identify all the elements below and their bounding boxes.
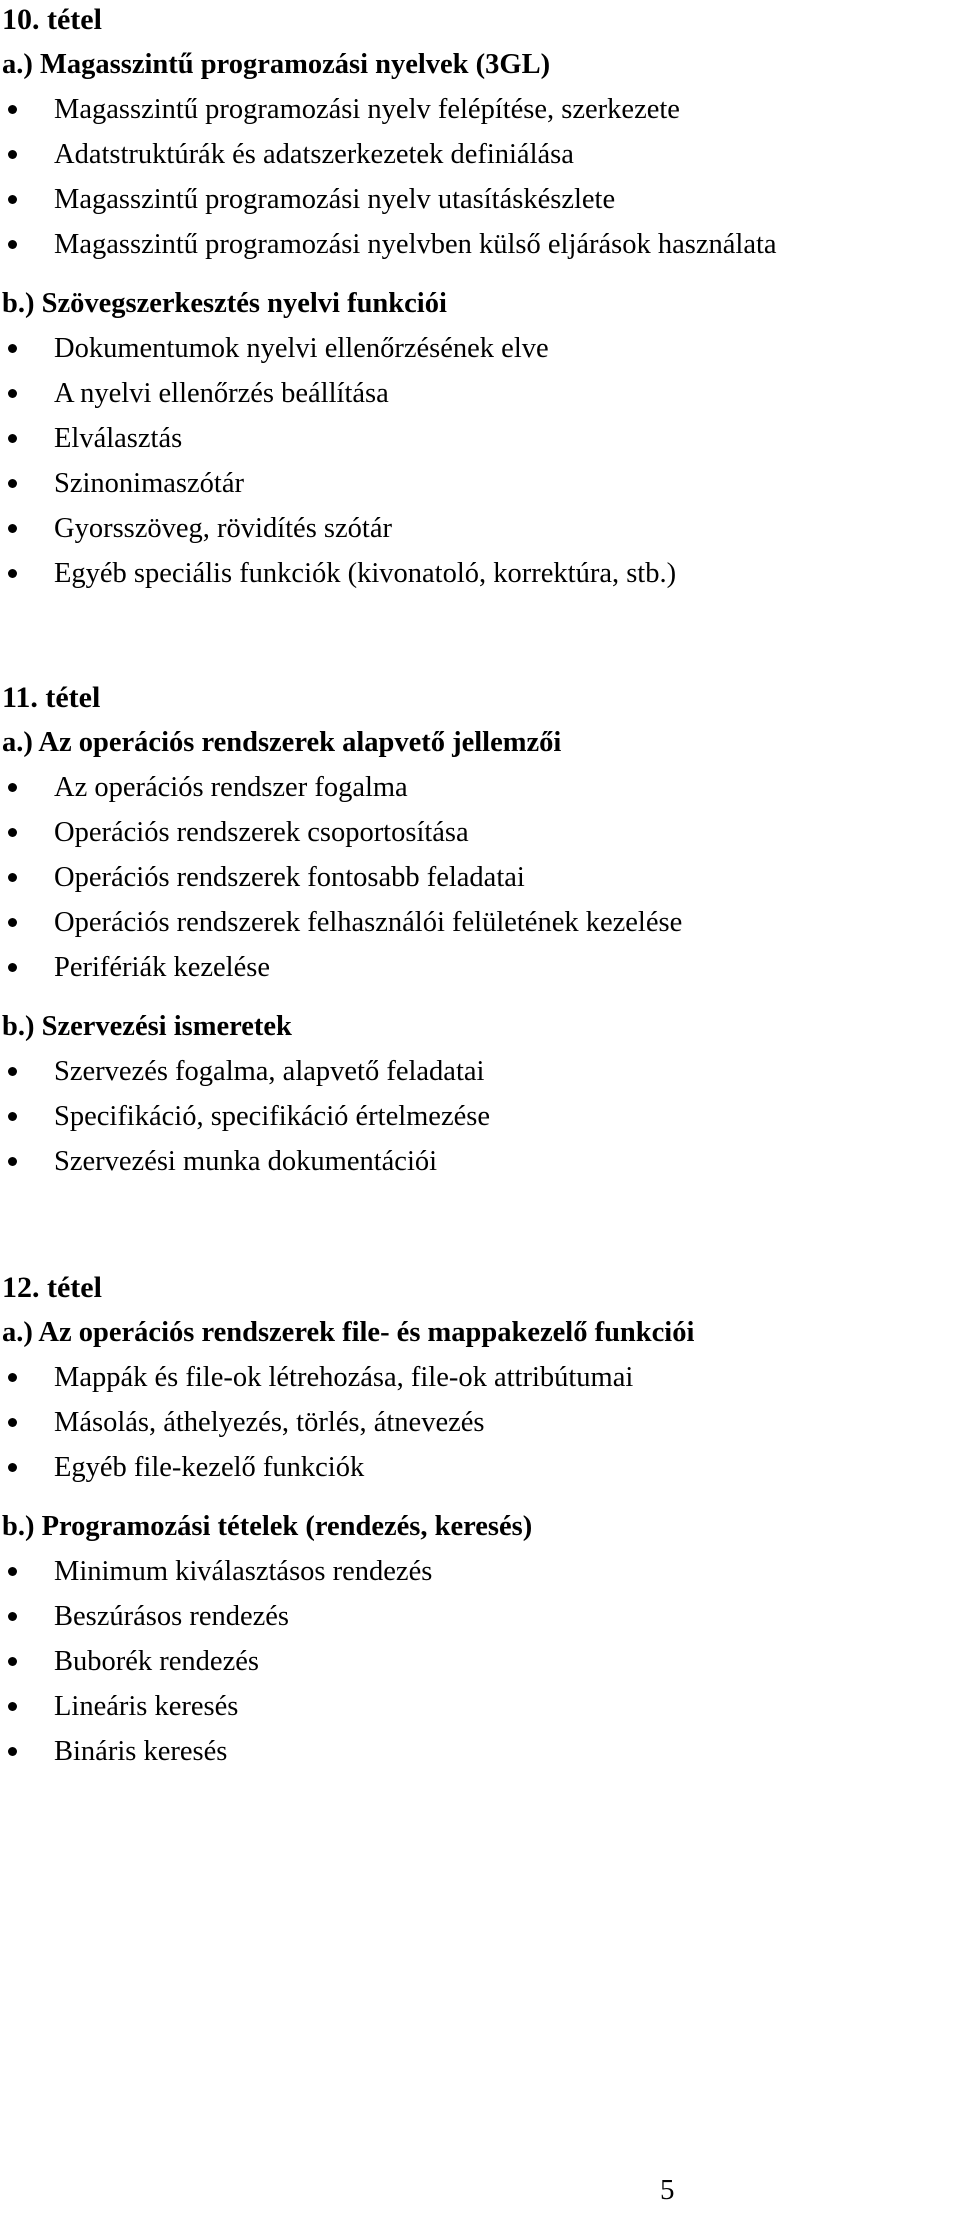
bullet-icon (8, 873, 17, 882)
bullet-icon (8, 105, 17, 114)
list-item: Adatstruktúrák és adatszerkezetek definiálása (0, 132, 960, 177)
bullet-icon (8, 479, 17, 488)
bullet-list (0, 326, 960, 596)
section-title: 12. tétel (2, 1271, 102, 1304)
section-title: 10. tétel (2, 3, 102, 36)
bullet-icon (8, 434, 17, 443)
bullet-list (0, 1549, 960, 1774)
list-item: Egyéb speciális funkciók (kivonatoló, korrektúra, stb.) (0, 551, 960, 596)
bullet-icon (8, 963, 17, 972)
list-item: Gyorsszöveg, rövidítés szótár (0, 506, 960, 551)
section-10 (0, 0, 960, 596)
list-item: Elválasztás (0, 416, 960, 461)
bullet-icon (8, 150, 17, 159)
subsection-heading: b.) Szövegszerkesztés nyelvi funkciói (2, 288, 447, 319)
section-title: 11. tétel (2, 681, 101, 714)
list-item: Operációs rendszerek felhasználói felületének kezelése (0, 900, 960, 945)
list-item: Szervezés fogalma, alapvető feladatai (0, 1049, 960, 1094)
subsection-heading: a.) Magasszintű programozási nyelvek (3GL) (2, 49, 551, 80)
bullet-icon (8, 1702, 17, 1711)
bullet-icon (8, 389, 17, 398)
section-11 (0, 678, 960, 1184)
list-item: Minimum kiválasztásos rendezés (0, 1549, 960, 1594)
bullet-icon (8, 344, 17, 353)
bullet-list (0, 765, 960, 990)
bullet-list (0, 87, 960, 267)
subsection-heading: a.) Az operációs rendszerek file- és mappakezelő funkciói (2, 1317, 695, 1348)
list-item: Magasszintű programozási nyelv felépítése, szerkezete (0, 87, 960, 132)
list-item: Perifériák kezelése (0, 945, 960, 990)
list-item: Mappák és file-ok létrehozása, file-ok attribútumai (0, 1355, 960, 1400)
bullet-icon (8, 1112, 17, 1121)
bullet-icon (8, 240, 17, 249)
list-item: Az operációs rendszer fogalma (0, 765, 960, 810)
list-item: Lineáris keresés (0, 1684, 960, 1729)
bullet-icon (8, 524, 17, 533)
list-item: Beszúrásos rendezés (0, 1594, 960, 1639)
bullet-icon (8, 1747, 17, 1756)
list-item: Szinonimaszótár (0, 461, 960, 506)
bullet-icon (8, 918, 17, 927)
subsection-heading: b.) Szervezési ismeretek (2, 1011, 292, 1042)
list-item: Másolás, áthelyezés, törlés, átnevezés (0, 1400, 960, 1445)
bullet-icon (8, 783, 17, 792)
list-item: A nyelvi ellenőrzés beállítása (0, 371, 960, 416)
bullet-list (0, 1049, 960, 1184)
bullet-icon (8, 1157, 17, 1166)
list-item: Egyéb file-kezelő funkciók (0, 1445, 960, 1490)
bullet-icon (8, 1657, 17, 1666)
bullet-icon (8, 828, 17, 837)
subsection-heading: a.) Az operációs rendszerek alapvető jellemzői (2, 727, 562, 758)
list-item: Operációs rendszerek csoportosítása (0, 810, 960, 855)
list-item: Operációs rendszerek fontosabb feladatai (0, 855, 960, 900)
page-number: 5 (660, 2174, 675, 2206)
bullet-icon (8, 1612, 17, 1621)
bullet-icon (8, 1067, 17, 1076)
subsection-heading: b.) Programozási tételek (rendezés, keresés) (2, 1511, 533, 1542)
list-item: Magasszintű programozási nyelv utasításkészlete (0, 177, 960, 222)
section-12 (0, 1268, 960, 1774)
bullet-icon (8, 569, 17, 578)
bullet-icon (8, 1373, 17, 1382)
bullet-list (0, 1355, 960, 1490)
list-item: Specifikáció, specifikáció értelmezése (0, 1094, 960, 1139)
list-item: Dokumentumok nyelvi ellenőrzésének elve (0, 326, 960, 371)
bullet-icon (8, 1463, 17, 1472)
list-item: Bináris keresés (0, 1729, 960, 1774)
list-item: Buborék rendezés (0, 1639, 960, 1684)
bullet-icon (8, 1567, 17, 1576)
bullet-icon (8, 1418, 17, 1427)
list-item: Magasszintű programozási nyelvben külső eljárások használata (0, 222, 960, 267)
bullet-icon (8, 195, 17, 204)
list-item: Szervezési munka dokumentációi (0, 1139, 960, 1184)
